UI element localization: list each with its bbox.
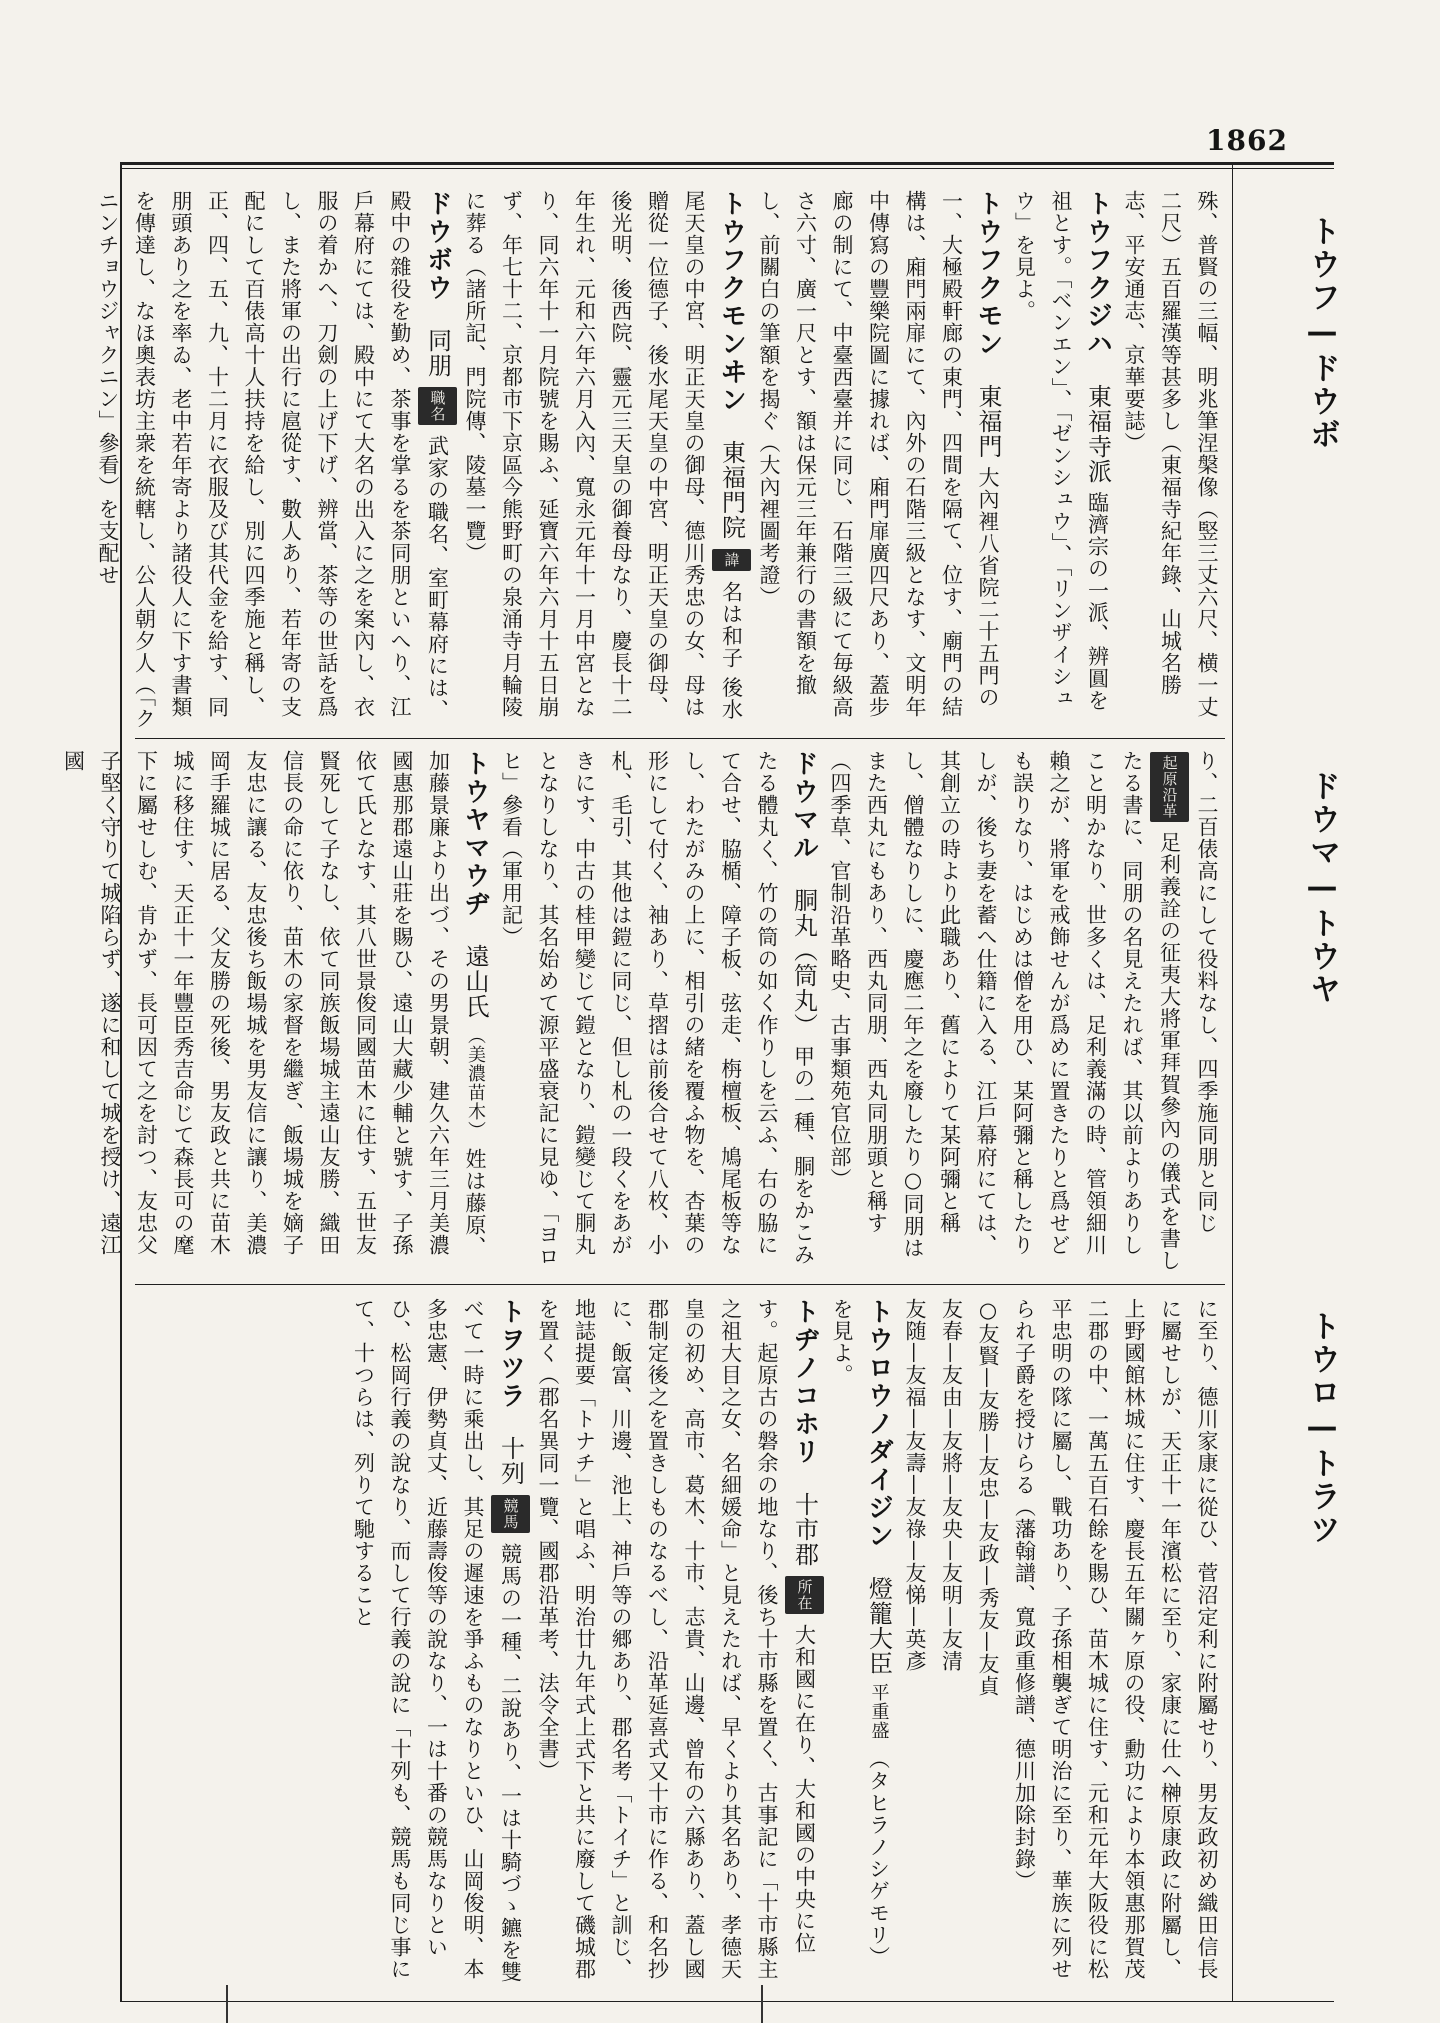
entry-title: ドウマル (788, 750, 819, 862)
entry-kanji: 燈籠大臣 (864, 1575, 893, 1676)
category-badge: 職名 (418, 387, 457, 425)
entry-body: 姓は藤原、加藤景廉より出づ、その男景朝、建久六年三月美濃國惠那郡遠山莊を賜ひ、遠山大藏少輔と號す、子孫依て氏となす、其八世景俊同國苗木に住す、五世友賢死して子なし、依て同族飯場城主遠山友勝、織田信長の命に依り、苗木の家督を繼ぎ、飯場城を嫡子友忠に讓る、友忠後ち飯場城を男友信に讓り、美濃岡手羅城に居る、父友勝の死後、男友政と共に苗木城に移住す、天正十一年豐臣秀吉命じて森長可の麾下に屬せしむ、肯かず、長可因て之を討つ、友忠父子堅く守りて城陷らず、遂に和して城を授け、遠江國 (61, 750, 487, 1259)
entry-kanji: 東福門 (974, 383, 1002, 459)
entry-note: 平重盛 (868, 1683, 890, 1741)
entry-title: トウフクモンヰン (716, 190, 747, 414)
entry-body: 臨濟宗の一派、辨圓を祖とす。「ベンエン」、「ゼンシュウ」、「リンザイシュウ」を見よ。 (1012, 190, 1110, 712)
top-rule-thin (120, 168, 1334, 169)
text-band-middle (61, 750, 1225, 1275)
entry-title: トウフクモン (973, 190, 1003, 358)
bottom-rule (120, 2001, 1334, 2002)
entry-doubou (90, 190, 457, 730)
entry-kanji: 十列 (496, 1435, 525, 1486)
entry-kanji: 東福寺派 (1083, 383, 1112, 484)
entry-toufukumonin (457, 190, 751, 730)
genealogy-line: 友随—友福—友壽—友祿—友悌—英彥 (903, 1298, 927, 1672)
genealogy-chart (897, 1298, 1007, 1988)
band-divider-1 (135, 738, 1225, 739)
entry-kanji: 胴丸（筒丸） (789, 887, 818, 1038)
text-band-bottom (135, 1298, 1225, 1988)
entry-kanji: 東福門院 (717, 439, 746, 540)
genealogy-line: ○友賢—友勝—友忠—友政—秀友—友貞 (976, 1298, 1000, 1697)
entry-tourounodaijin (824, 1298, 897, 1988)
entry-body: （タヒラノシゲモリ）を見よ。 (830, 1298, 891, 1969)
entry-note: （美濃苗木） (465, 1026, 486, 1141)
band-divider-2 (135, 1284, 1225, 1285)
entry-body: 競馬の一種、二說あり、一は十騎づゝ鑣を雙べて一時に乘出し、其足の遲速を爭ふものなりといひ、山岡俊明、本多忠憲、伊勢貞丈、近藤壽俊等の說なり、一は十番の競馬なりといひ、松岡行義の說なり、而して行義の說に「十列も、競馬も同じ事にて、十つらは、列りて馳すること (351, 1298, 523, 1984)
entry-title: トヂノコホリ (789, 1298, 820, 1466)
bottom-tick-mark (226, 1985, 228, 2023)
running-headword-2: ドウマ—トウヤ (1304, 770, 1340, 1006)
entry-toufukumon (751, 190, 1007, 730)
entry-title: ドウボウ (422, 190, 453, 302)
entry-title: トウヤマウヂ (460, 750, 490, 918)
running-headword-3: トウロ—トラツ (1304, 1310, 1340, 1546)
entry-title: トウフクジハ (1082, 190, 1113, 358)
entry-kanji: 十市郡 (790, 1491, 819, 1567)
category-badge: 起原沿革 (1150, 752, 1189, 822)
continuation-text: に至り、德川家康に從ひ、菅沼定利に附屬せり、男友政初め織田信長に屬せしが、天正十一年濱松に至り、家康に仕へ榊原康政に附屬し、上野國館林城に住す、慶長五年關ヶ原の役、勳功により本領惠那賀茂二郡の中、一萬五百石餘を賜ひ、苗木城に住す、元和元年大阪役に松平忠明の隊に屬し、戰功あり、子孫相襲ぎて明治に至り、華族に列せられ子爵を授けらる（藩翰譜、寬政重修譜、德川加除封錄） (1012, 1298, 1219, 1980)
entry-toufukujiha (1006, 190, 1116, 730)
category-badge: 所在 (785, 1576, 824, 1614)
entry-kanji: 遠山氏 (461, 943, 489, 1019)
running-headword-1: トウフ—ドウボ (1304, 215, 1340, 451)
entry-body: 大內裡八省院二十五門の一、大極殿軒廊の東門、四間を隔て、位す、廟門の結構は、廂門兩扉にて、內外の石階三級となす、文明年中傳寫の豐樂院圖に據れば、廂門扉廣四尺あり、蓋步廊の制にて、中臺西臺并に同じ、石階三級にて毎級高さ六寸、廣一尺とす、額は保元三年兼行の書額を撤し、前關白の筆額を揭ぐ（大內裡圖考證） (757, 190, 1000, 718)
entry-doumaru (493, 750, 822, 1275)
entry-body: 甲の一種、胴をかこみたる體丸く、竹の筒の如く作りしを云ふ、右の脇にて合せ、脇楯、障子板、弦走、栴檀板、鳩尾板等なし、わたがみの上に、相引の緒を覆ふ物を、杏葉の形にして付く、袖あり、草摺は前後合せて八枚、小札、毛引、其他は鎧に同じ、但し札の一段くをあがきにす、中古の桂甲變じて鎧となり、鎧變じて胴丸となりしなり、其名始めて源平盛衰記に見ゆ、「ヨロヒ」參看（軍用記） (499, 750, 816, 1268)
top-rule (120, 162, 1334, 165)
entry-tochinokohori (530, 1298, 824, 1988)
gutter-rule (1232, 162, 1233, 2002)
entry-body: 足利義詮の征夷大將軍拜賀參內の儀式を書したる書に、同朋の名見えたれば、其以前よりありしこと明かなり、世多くは、足利義滿の時、管領細川賴之が、將軍を戒飾せんが爲めに置きたりと爲せども誤りなり、はじめは僧を用ひ、某阿彌と稱したりしが、後ち妻を蓄へ仕籍に入る、江戶幕府にては、其創立の時より此職あり、舊によりて某阿彌と稱し、僧體なりしに、慶應二年之を廢したり○同朋はまた西丸にもあり、西丸同朋、西丸同朋頭と稱す（四季草、官制沿革略史、古事類苑官位部） (828, 750, 1182, 1272)
entry-towotsura (345, 1298, 530, 1988)
entry-body: 名は和子 後水尾天皇の中宮、明正天皇の御母、德川秀忠の女、母は贈從一位德子、後水尾天皇の中宮、明正天皇の御母、後光明、後西院、靈元三天皇の御養母なり、慶長十二年生れ、元和六年六月入內、寬永元年十一月中宮となり、同六年十一月院號を賜ふ、延寶六年六月十五日崩ず、年七十二、京都市下京區今熊野町の泉涌寺月輪陵に葬る（諸所記、門院傳、陵墓一覽） (463, 190, 744, 721)
continuation-text: り、二百俵高にして役料なし、四季施同朋と同じ (1195, 750, 1219, 1234)
entry-title: トウロウノダイジン (863, 1298, 894, 1550)
continuation-text: 殊、普賢の三幅、明兆筆涅槃像（竪三丈六尺、横一丈二尺）五百羅漢等甚多し（東福寺紀年錄、山城名勝志、平安通志、京華要誌） (1122, 190, 1219, 718)
text-band-top (96, 190, 1225, 730)
entry-body: 武家の職名、室町幕府には、殿中の雜役を勤め、茶事を掌るを茶同朋といへり、江戶幕府にては、殿中にて大名の出入に之を案內し、衣服の着かへ、刀劍の上げ下げ、辨當、茶等の世話を爲し、また將軍の出行に扈從す、數人あり、若年寄の支配にして百俵高十人扶持を給し、別に四季施と稱し、正、四、五、九、十二月に衣服及び其代金を給す、同朋頭あり之を率ゐ、老中若年寄より諸役人に下す書類を傳達し、なほ奧表坊主衆を統轄し、公人朝夕人（「クニンチョウジャクニン」參看）を支配せ (96, 190, 450, 730)
entry-title: トヲツラ (495, 1298, 526, 1410)
entry-kanji: 同朋 (423, 327, 452, 378)
entry-doubou-origin (822, 750, 1189, 1275)
category-badge: 諱 (712, 549, 751, 571)
bottom-tick-mark (761, 1985, 763, 2023)
genealogy-line: 友春—友由—友將—友央—友明—友清 (939, 1298, 964, 1672)
category-badge: 競馬 (491, 1495, 530, 1533)
entry-body: 大和國に在り、大和國の中央に位す。起原古の磐余の地なり、後ち十市縣を置く、古事記に「十市縣主之祖大目之女、名細媛命」と見えたれば、早くより其名あり、孝德天皇の初め、高市、葛木、十市、志貴、山邊、曾布の六縣あり、蓋し國郡制定後之を置きしものなるべし、沿革延喜式又十市に作る、和名抄に、飯富、川邊、池上、神戶等の郷あり、郡名考「トイチ」と訓じ、地誌提要「トナチ」と唱ふ、明治廿九年式上式下と共に廢して磯城郡を置く（郡名異同一覽、國郡沿革考、法令全書） (536, 1298, 817, 1980)
entry-touyamauji (55, 750, 493, 1275)
page-number: 1862 (1206, 124, 1288, 157)
